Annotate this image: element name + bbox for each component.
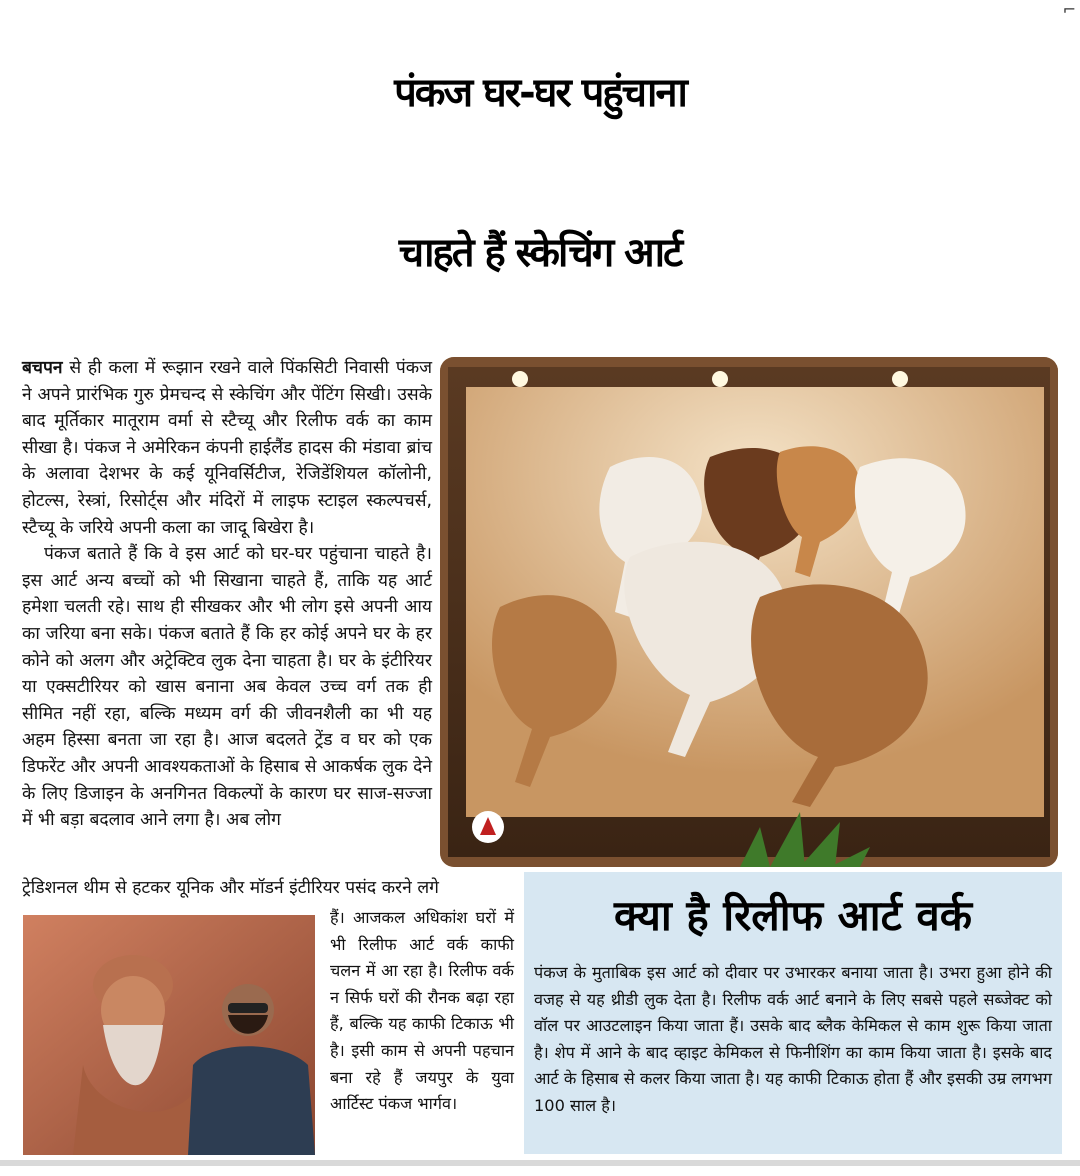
paragraph-1-text: से ही कला में रूझान रखने वाले पिंकसिटी निवासी पंकज ने अपने प्रारंभिक गुरु प्रेमचन्द से स्केचिंग और पेंटिंग सिखी। उसके बाद मूर्तिकार मातूराम वर्मा से स्टैच्यू और रिलीफ वर्क का काम सीखा है। पंकज ने अमेरिकन कंपनी हाईलैंड हादस की मंडावा ब्रांच के अलावा देशभर के कई यूनिवर्सिटीज, रेजिडेंशियल कॉलोनी, होटल्स, रेस्त्रां, रिसोर्ट्स और मंदिरों में लाइफ स्टाइल स्कल्पचर्स, स्टैच्यू के जरिये अपनी कला का जादू बिखेरा है। [22,358,432,538]
info-box-body: पंकज के मुताबिक इस आर्ट को दीवार पर उभारकर बनाया जाता है। उभरा हुआ होने की वजह से यह थ्रीडी लुक देता है। रिलीफ वर्क आर्ट बनाने के लिए सबसे पहले सब्जेक्ट को वॉल पर आउटलाइन किया जाता हैं। उसके बाद ब्लैक केमिकल से काम शुरू किया जाता है। शेप में आने के बाद व्हाइट केमिकल से फिनीशिंग का काम किया जाता है। इसके बाद आर्ट के हिसाब से कलर किया जाता है। यह काफी टिकाऊ होता हैं और इसकी उम्र लगभग 100 साल है। [534,963,1052,1115]
info-box-title: क्या है रिलीफ आर्ट वर्क [614,891,972,940]
article-paragraph-2: पंकज बताते हैं कि वे इस आर्ट को घर-घर पहुंचाना चाहते है। इस आर्ट अन्य बच्चों को भी सिखाना चाहते हैं, ताकि यह आर्ट हमेशा चलती रहे। साथ ही सीखकर और भी लोग इसे अपनी आय का जरिया बना सके। पंकज बताते हैं कि हर कोई अपने घर के हर कोने को अलग और अट्रेक्टिव लुक देना चाहता है। घर के इंटीरियर या एक्सटीरियर को खास बनाना अब केवल उच्च वर्ग तक ही सीमित नहीं रहा, बल्कि मध्यम वर्ग की जीवनशैली का भी यह अहम हिस्सा बनता जा रहा है। आज बदलते ट्रेंड व घर को एक डिफरेंट और अपनी आवश्यकताओं के हिसाब से आकर्षक लुक देने के लिए डिजाइन के अनगिनत विकल्पों के कारण घर साज-सज्जा में भी बड़ा बदलाव आने लगा है। अब लोग [22,544,432,831]
article-continuation: ट्रेडिशनल थीम से हटकर यूनिक और मॉडर्न इंटीरियर पसंद करने लगे [22,878,439,898]
article-column [22,355,432,834]
headline-line-1: पंकज घर-घर पहुंचाना [394,70,686,116]
horse-relief-illustration [440,357,1058,867]
lead-word: बचपन [22,358,63,378]
article-side-column: हैं। आजकल अधिकांश घरों में भी रिलीफ आर्ट वर्क काफी चलन में आ रहा है। रिलीफ वर्क न सिर्फ घरों की रौनक बढ़ा रहा हैं, बल्कि यह काफी टिकाऊ भी है। इसी काम से अपनी पहचान बना रहे हैं जयपुर के युवा आर्टिस्ट पंकज भार्गव। [330,908,514,1114]
horse-relief-photo [440,357,1058,867]
bottom-divider [0,1160,1080,1166]
artist-with-relief-photo [23,915,315,1155]
article-paragraph-1 [22,355,432,541]
crop-mark: ⌐ [1062,0,1076,19]
info-box [524,872,1062,1154]
artist-portrait-illustration [23,915,315,1155]
headline-line-2: चाहते हैं स्केचिंग आर्ट [398,230,682,276]
